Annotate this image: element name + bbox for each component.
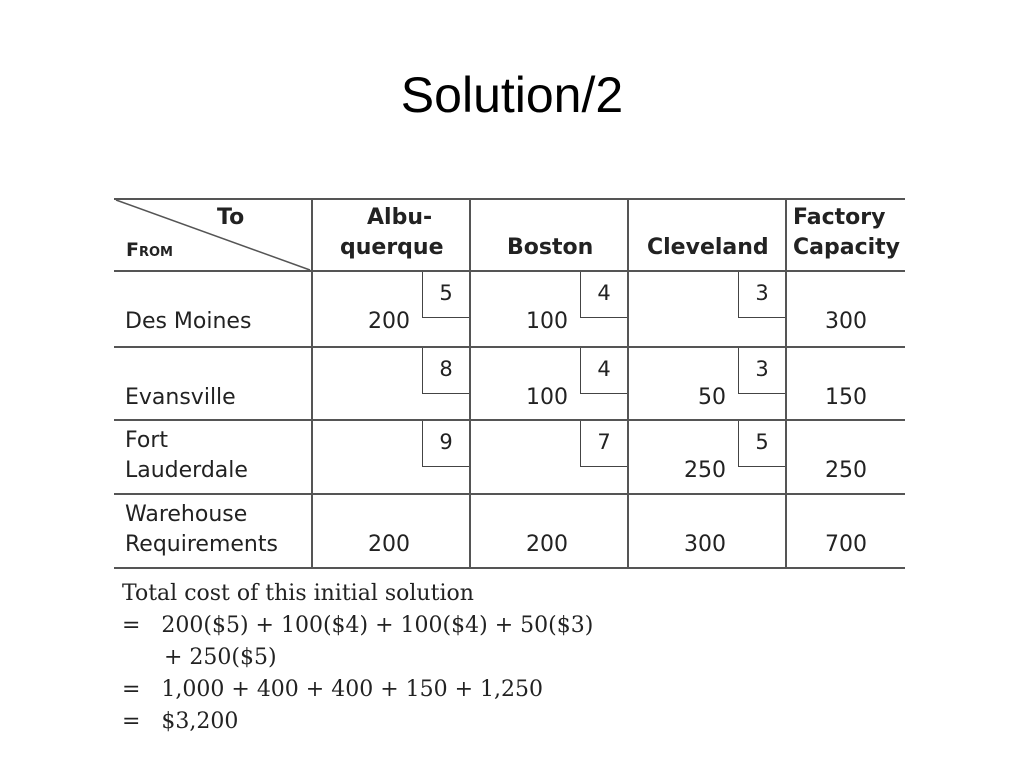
allocation-value: 200 — [368, 309, 410, 334]
row-label-requirements-line1: Warehouse — [125, 502, 248, 527]
calc-line: = 1,000 + 400 + 400 + 150 + 1,250 — [122, 677, 544, 702]
corner-to-label: To — [217, 205, 245, 230]
column-divider — [627, 198, 629, 569]
allocation-value: 100 — [526, 385, 568, 410]
calc-heading: Total cost of this initial solution — [122, 581, 474, 606]
cost-box: 7 — [580, 421, 627, 467]
row-label-fort-lauderdale-line2: Lauderdale — [125, 458, 248, 483]
cost-box: 5 — [422, 272, 469, 318]
cost-box: 9 — [422, 421, 469, 467]
allocation-value: 250 — [684, 458, 726, 483]
capacity-value: 150 — [825, 385, 867, 410]
calc-line: + 250($5) — [122, 645, 277, 670]
transportation-table — [114, 198, 905, 569]
cost-box: 4 — [580, 272, 627, 318]
column-divider — [785, 198, 787, 569]
cost-box: 3 — [738, 348, 785, 394]
row-label-fort-lauderdale-line1: Fort — [125, 428, 169, 453]
col-header-cleveland: Cleveland — [647, 235, 769, 260]
column-divider — [469, 198, 471, 569]
corner-from-label: From — [126, 239, 173, 261]
requirement-value: 300 — [684, 532, 726, 557]
capacity-value: 250 — [825, 458, 867, 483]
cost-box: 3 — [738, 272, 785, 318]
slide-title: Solution/2 — [400, 67, 624, 123]
col-header-albuquerque-line2: querque — [340, 235, 444, 260]
cost-box: 4 — [580, 348, 627, 394]
cost-box: 5 — [738, 421, 785, 467]
calc-line: = $3,200 — [122, 709, 239, 734]
col-header-boston: Boston — [507, 235, 594, 260]
capacity-value: 300 — [825, 309, 867, 334]
requirement-value: 200 — [368, 532, 410, 557]
allocation-value: 50 — [698, 385, 726, 410]
allocation-value: 100 — [526, 309, 568, 334]
requirement-total: 700 — [825, 532, 867, 557]
row-label-evansville: Evansville — [125, 385, 236, 410]
requirement-value: 200 — [526, 532, 568, 557]
row-label-des-moines: Des Moines — [125, 309, 252, 334]
col-header-albuquerque-line1: Albu- — [367, 205, 433, 230]
row-label-requirements-line2: Requirements — [125, 532, 278, 557]
col-header-capacity-line1: Factory — [793, 205, 886, 230]
col-header-capacity-line2: Capacity — [793, 235, 901, 260]
calc-line: = 200($5) + 100($4) + 100($4) + 50($3) — [122, 613, 594, 638]
cost-box: 8 — [422, 348, 469, 394]
